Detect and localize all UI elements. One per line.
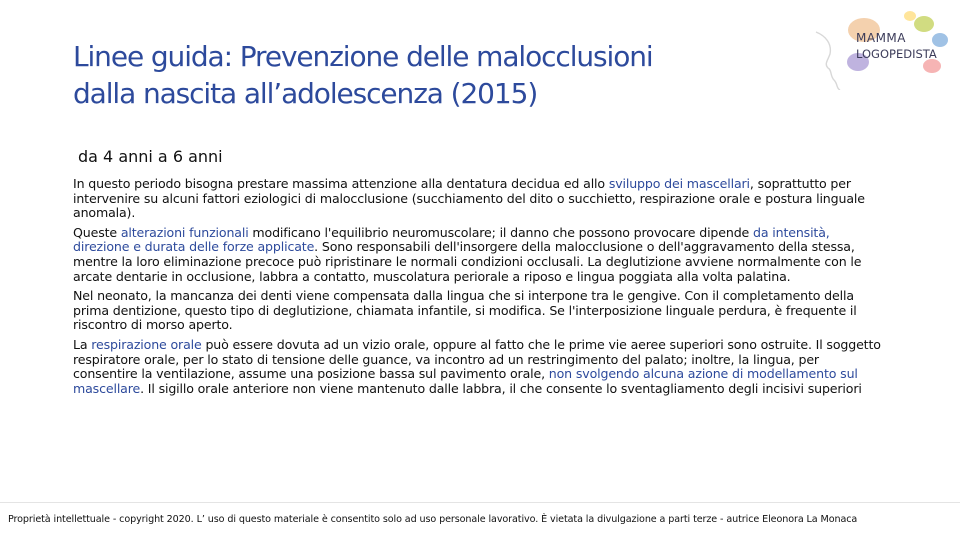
body-text xyxy=(73,177,883,401)
logo-text-line-2: LOGOPEDISTA xyxy=(856,47,937,61)
paragraph-text: , soprattutto per intervenire su alcuni fattori eziologici di malocclusione (succhiamento del dito o succhietto, respirazione orale e postura linguale anomala). xyxy=(73,176,865,221)
logo-blob xyxy=(923,59,941,73)
highlighted-text: non svolgendo alcuna azione di modellamento sul mascellare xyxy=(73,366,858,396)
face-profile-icon xyxy=(816,32,840,90)
highlighted-text: sviluppo dei mascellari xyxy=(608,176,750,191)
section-subtitle: da 4 anni a 6 anni xyxy=(78,147,223,166)
body-paragraph xyxy=(73,289,883,333)
paragraph-text: In questo periodo bisogna prestare massima attenzione alla dentatura decidua ed allo xyxy=(73,176,609,191)
paragraph-text: . Sono responsabili dell'insorgere della malocclusione o dell'aggravamento della stessa, mentre la loro eliminazione precoce può ripristinare le normali condizioni occlusali. La deglutizione avviene normalmente con le arcate dentarie in occlusione, labbra a contatto, muscolatura periorale a riposo e lingua poggiata alla volta palatina. xyxy=(73,239,862,284)
footer-copyright: Proprietà intellettuale - copyright 2020. L’ uso di questo materiale è consentito solo ad uso personale lavorativo. È vietata la divulgazione a parti terze - autrice Eleonora La Monaca xyxy=(8,514,858,525)
paragraph-text: modificano l'equilibrio neuromuscolare; il danno che possono provocare dipende xyxy=(248,224,753,240)
highlighted-text: alterazioni funzionali xyxy=(120,224,249,240)
logo-graphic xyxy=(812,10,952,90)
highlighted-text: respirazione orale xyxy=(91,336,202,352)
footer-divider xyxy=(0,502,960,503)
logo-blob xyxy=(932,33,948,47)
highlighted-text: da intensità, direzione e durata delle forze applicate xyxy=(73,224,830,255)
paragraph-text: La xyxy=(73,336,92,352)
page-title xyxy=(73,38,833,112)
paragraph-text: Queste xyxy=(73,224,121,240)
paragraph-text: Nel neonato, la mancanza dei denti viene compensata dalla lingua che si interpone tra le gengive. Con il completamento della prima dentizione, questo tipo di deglutizione, chiamata infantile, si modifica. Se l'interposizione linguale perdura, è frequente il riscontro di morso aperto. xyxy=(73,288,857,333)
mamma-logopedista-logo xyxy=(812,10,952,90)
logo-text-line-1: MAMMA xyxy=(856,31,906,45)
paragraph-text: può essere dovuta ad un vizio orale, oppure al fatto che le prime vie aeree superiori sono ostruite. Il soggetto respiratore orale, per lo stato di tensione delle guance, va incontro ad un restringimento del palato; inoltre, la lingua, per consentire la ventilazione, assume una posizione bassa sul pavimento orale, xyxy=(73,336,881,382)
logo-blob xyxy=(904,11,916,21)
paragraph-text: . Il sigillo orale anteriore non viene mantenuto dalle labbra, il che consente lo sventagliamento degli incisivi superiori xyxy=(140,380,862,396)
title-line-2: dalla nascita all’adolescenza (2015) xyxy=(73,77,538,110)
body-paragraph xyxy=(73,338,883,396)
body-paragraph xyxy=(73,177,883,221)
logo-blob xyxy=(914,16,934,32)
body-paragraph xyxy=(73,226,883,284)
title-line-1: Linee guida: Prevenzione delle malocclusioni xyxy=(73,40,653,73)
